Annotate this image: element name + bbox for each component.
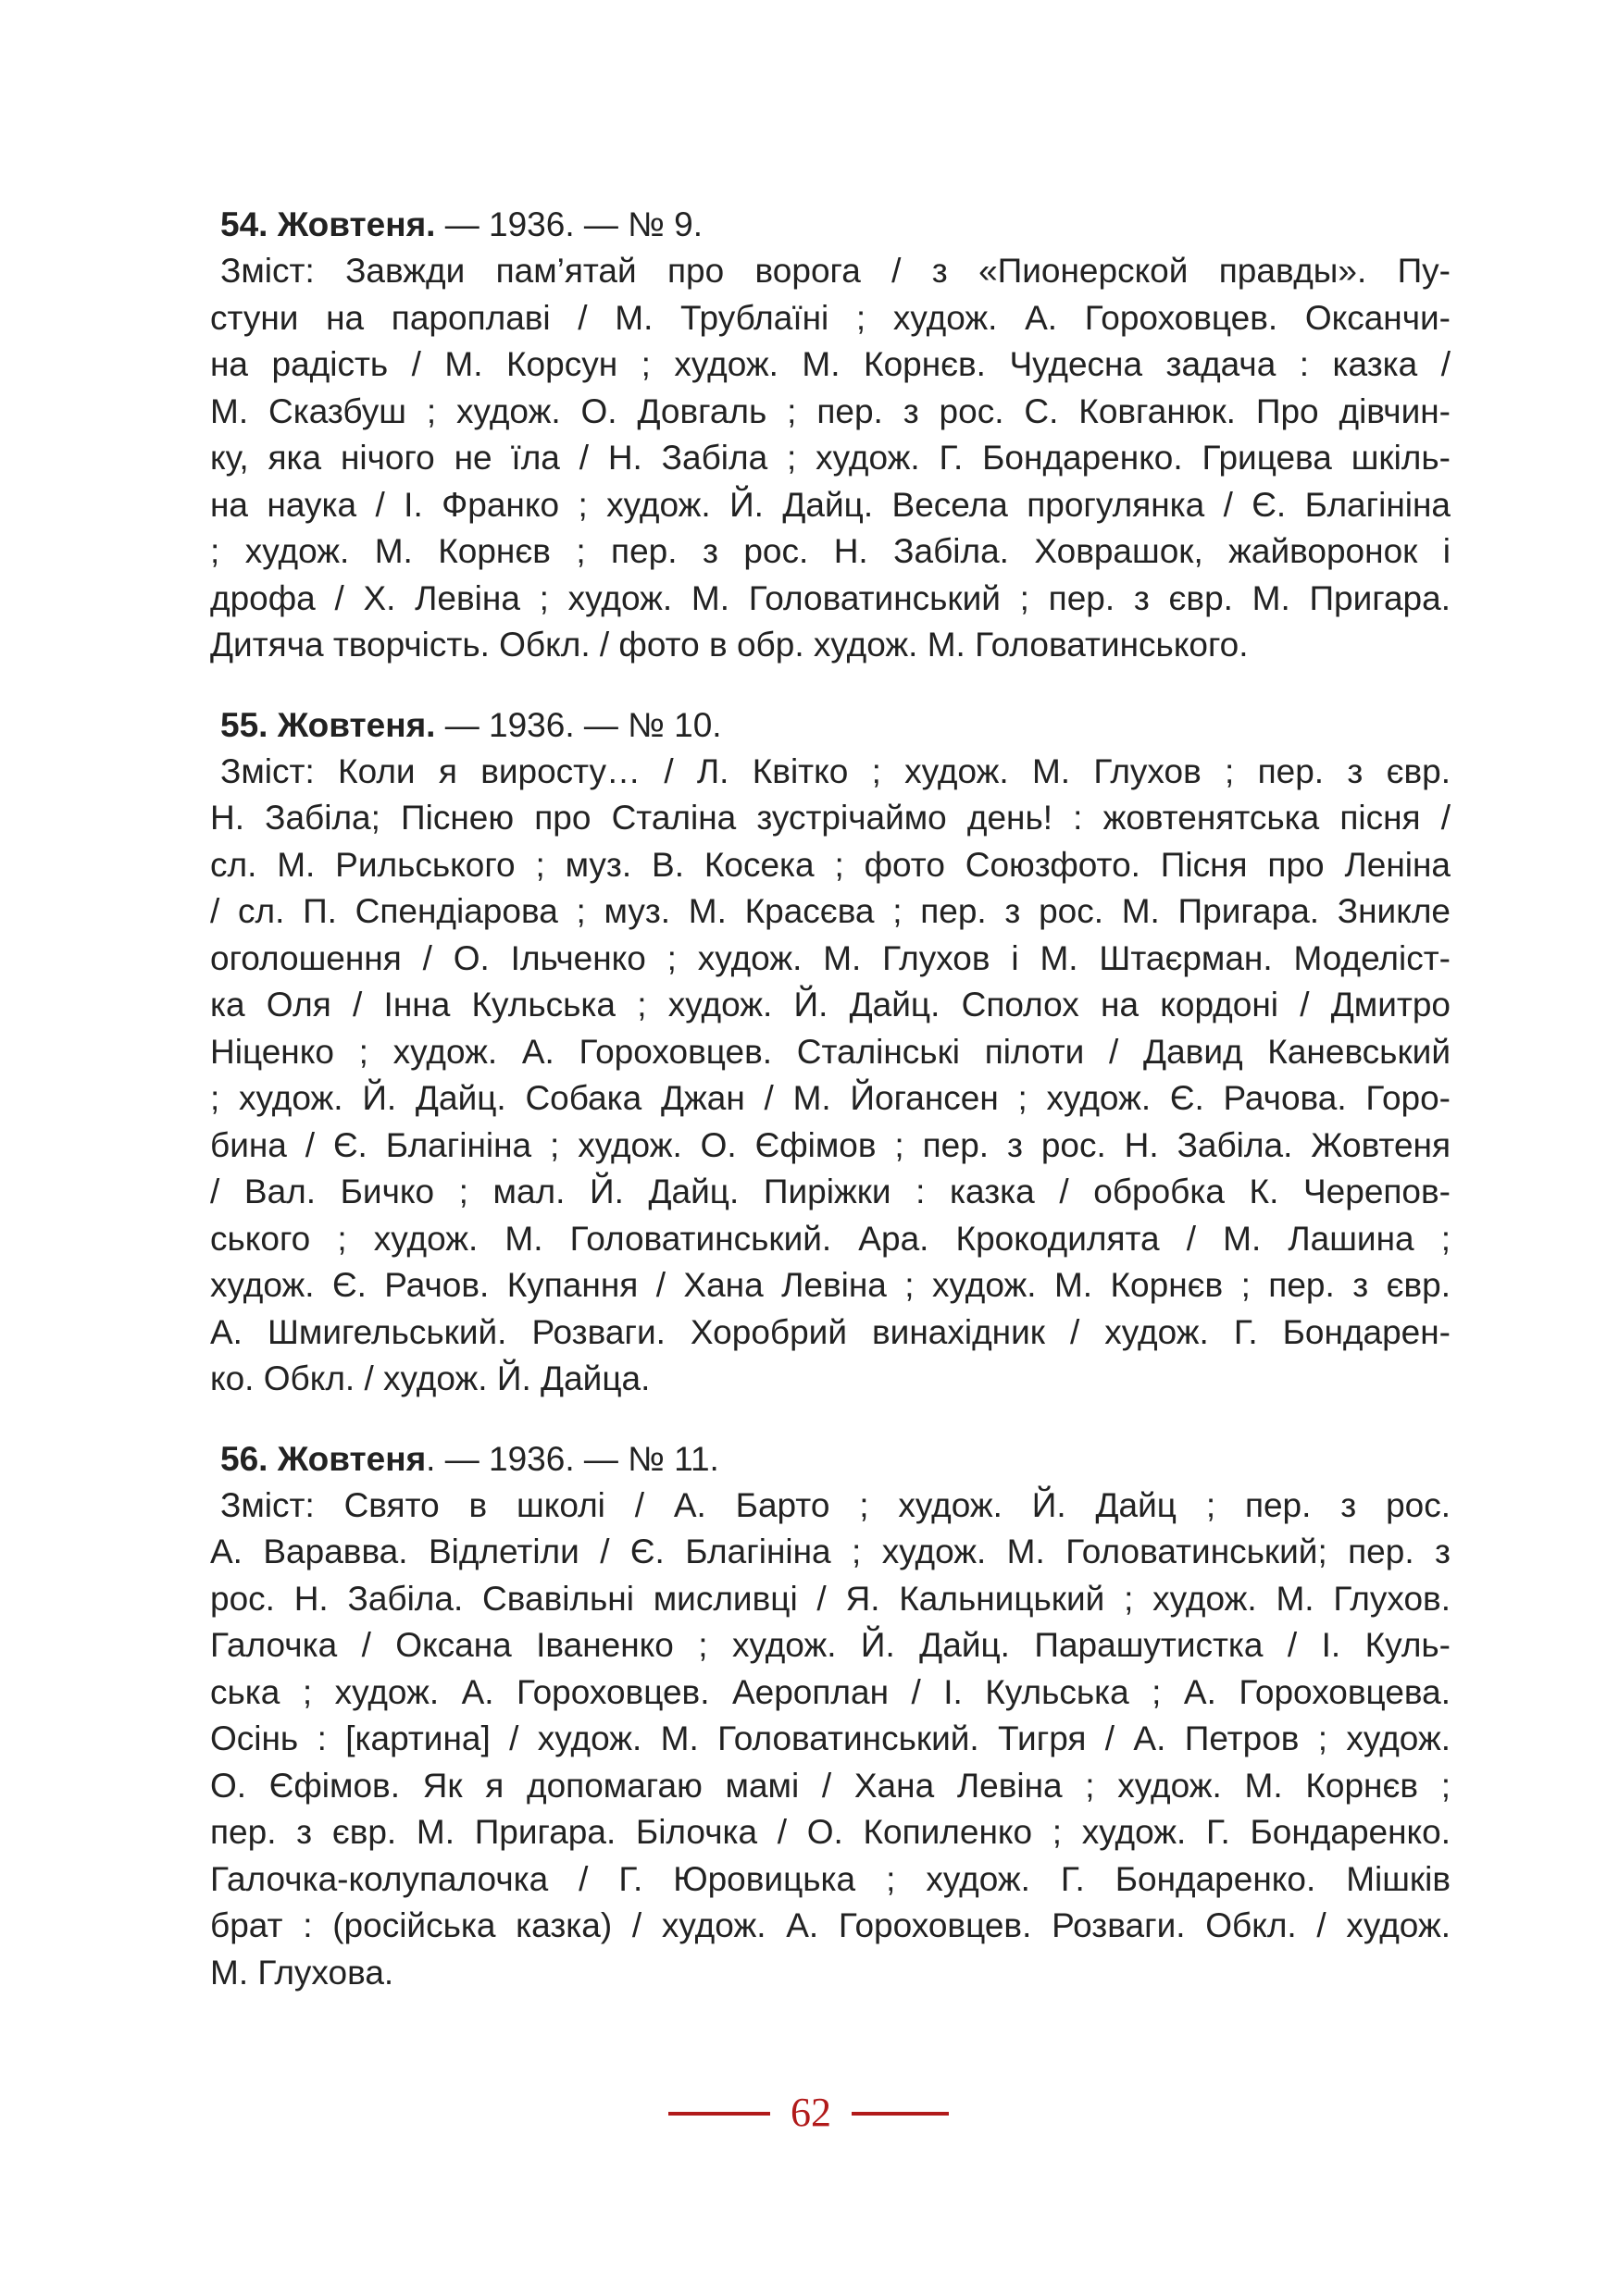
entry-meta: . — 1936. — № 11. (426, 1439, 719, 1478)
entry-heading (210, 702, 1451, 749)
content-line: брат : (російська казка) / худож. А. Гороховцев. Розваги. Обкл. / худож. (210, 1906, 1451, 1944)
entry-meta: — 1936. — № 9. (435, 205, 703, 243)
entry-56 (210, 1436, 1451, 1997)
page-number: 62 (791, 2090, 831, 2135)
content-line: Зміст: Завжди пам’ятай про ворога / з «Пионерской правды». Пу- (220, 252, 1451, 290)
content-line: Галочка-колупалочка / Г. Юровицька ; худож. Г. Бондаренко. Мішків (210, 1859, 1451, 1898)
content-line: / Вал. Бичко ; мал. Й. Дайц. Пиріжки : казка / обробка К. Черепов- (210, 1173, 1451, 1210)
content-line: Галочка / Оксана Іваненко ; худож. Й. Дайц. Парашутистка / І. Куль- (210, 1626, 1451, 1664)
footer-rule-right (852, 2112, 949, 2116)
entry-content (210, 749, 1451, 1403)
content-line: Зміст: Коли я виросту… / Л. Квітко ; худож. М. Глухов ; пер. з євр. (220, 751, 1451, 790)
content-line: ; худож. Й. Дайц. Собака Джан / М. Йогансен ; худож. Є. Рачова. Горо- (210, 1079, 1451, 1117)
entry-title: Жовтеня. (277, 705, 436, 744)
content-line: / сл. П. Спендіарова ; муз. М. Красєва ; пер. з рос. М. Пригара. Зникле (210, 892, 1451, 930)
entry-heading (210, 1436, 1451, 1483)
page-body (210, 202, 1451, 2029)
content-line: пер. з євр. М. Пригара. Білочка / О. Копиленко ; худож. Г. Бондаренко. (210, 1813, 1451, 1851)
entry-title: Жовтеня. (277, 205, 436, 243)
content-line: бина / Є. Благініна ; худож. О. Єфімов ; пер. з рос. Н. Забіла. Жовтеня (210, 1125, 1451, 1164)
content-line: на наука / І. Франко ; худож. Й. Дайц. Весела прогулянка / Є. Благініна (210, 485, 1451, 524)
entry-content (210, 1483, 1451, 1997)
entry-55 (210, 702, 1451, 1403)
content-line: рос. Н. Забіла. Свавільні мисливці / Я. Кальницький ; худож. М. Глухов. (210, 1579, 1451, 1618)
entry-number: 56. (220, 1439, 268, 1478)
content-line: стуни на пароплаві / М. Трублаїні ; худож. А. Гороховцев. Оксанчи- (210, 298, 1451, 337)
content-line: Зміст: Свято в школі / А. Барто ; худож. Й. Дайц ; пер. з рос. (220, 1485, 1451, 1524)
content-line: худож. Є. Рачов. Купання / Хана Левіна ; худож. М. Корнєв ; пер. з євр. (210, 1266, 1451, 1304)
content-line: ку, яка нічого не їла / Н. Забіла ; худож. Г. Бондаренко. Грицева шкіль- (210, 439, 1451, 477)
entry-title: Жовтеня (277, 1439, 427, 1478)
content-line: Н. Забіла; Піснею про Сталіна зустрічаймо день! : жовтенятська пісня / (210, 799, 1451, 837)
content-line: ка Оля / Інна Кульська ; худож. Й. Дайц. Сполох на кордоні / Дмитро (210, 986, 1451, 1024)
content-line: А. Варавва. Відлетіли / Є. Благініна ; худож. М. Головатинський; пер. з (210, 1533, 1451, 1570)
content-line: ко. Обкл. / худож. Й. Дайца. (210, 1359, 651, 1397)
content-line: М. Глухова. (210, 1953, 394, 1992)
page-footer (0, 2085, 1619, 2141)
entry-heading (210, 202, 1451, 248)
footer-rule-left (668, 2112, 770, 2116)
content-line: ського ; худож. М. Головатинський. Ара. Крокодилята / М. Лашина ; (210, 1219, 1451, 1258)
entry-54 (210, 202, 1451, 669)
entry-content (210, 248, 1451, 669)
content-line: А. Шмигельський. Розваги. Хоробрий винахідник / худож. Г. Бондарен- (210, 1312, 1451, 1351)
content-line: на радість / М. Корсун ; худож. М. Корнєв. Чудесна задача : казка / (210, 345, 1451, 383)
content-line: Дитяча творчість. Обкл. / фото в обр. худож. М. Головатинського. (210, 626, 1249, 664)
content-line: ; худож. М. Корнєв ; пер. з рос. Н. Забіла. Ховрашок, жайворонок і (210, 532, 1451, 570)
entry-meta: — 1936. — № 10. (435, 705, 722, 744)
content-line: О. Єфімов. Як я допомагаю мамі / Хана Левіна ; худож. М. Корнєв ; (210, 1766, 1451, 1805)
entry-number: 54. (220, 205, 268, 243)
content-line: М. Сказбуш ; худож. О. Довгаль ; пер. з рос. С. Ковганюк. Про дівчин- (210, 391, 1451, 430)
content-line: сл. М. Рильського ; муз. В. Косека ; фото Союзфото. Пісня про Леніна (210, 845, 1451, 884)
content-line: Осінь : [картина] / худож. М. Головатинський. Тигря / А. Петров ; худож. (210, 1719, 1451, 1757)
content-line: оголошення / О. Ільченко ; худож. М. Глухов і М. Штаєрман. Моделіст- (210, 938, 1451, 977)
content-line: дрофа / Х. Левіна ; худож. М. Головатинський ; пер. з євр. М. Пригара. (210, 578, 1451, 617)
content-line: ська ; худож. А. Гороховцев. Аероплан / І. Кульська ; А. Гороховцева. (210, 1672, 1451, 1711)
entry-number: 55. (220, 705, 268, 744)
content-line: Ніценко ; худож. А. Гороховцев. Сталінські пілоти / Давид Каневський (210, 1032, 1451, 1071)
